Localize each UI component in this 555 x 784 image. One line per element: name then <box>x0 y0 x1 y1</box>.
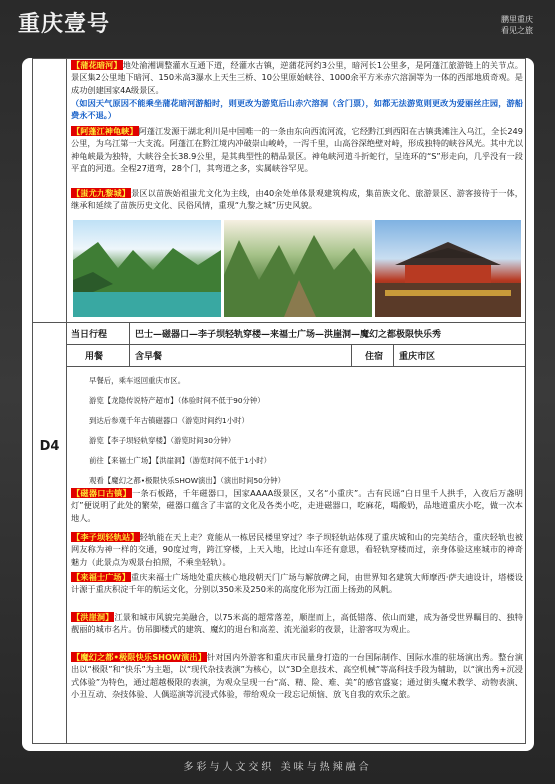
cell-divider <box>129 323 130 345</box>
attraction-tag: 【蚩尤九黎城】 <box>72 188 131 198</box>
meals-stay-row <box>67 345 526 367</box>
attraction-ciqikou <box>71 487 523 524</box>
attraction-description: 地处渝湘调整灌水互通下道，经灌水古镇，逆蒲花河约3公里，暗河长1公里多，是阿蓬江旅游链上的关节点。景区集2公里地下暗河、150米高3瀑水上天生三桥、10公里原始峡谷、1000余平方米赤穴溶洞等为一体的西部地质奇观。是成功创建国家4A级景区。 <box>71 60 523 95</box>
karst-valley-photo <box>224 220 372 317</box>
attraction-puhua-underground-river <box>71 59 523 96</box>
attraction-tag: 【洪崖洞】 <box>72 612 114 622</box>
brand-logo: 重庆壹号 <box>18 11 111 37</box>
attraction-tag: 【磁器口古镇】 <box>72 488 132 498</box>
day-label: D4 <box>39 439 60 454</box>
cell-divider <box>393 345 394 367</box>
attraction-liziba-station <box>71 531 523 568</box>
attraction-chiyou-jiuli-city <box>71 187 523 212</box>
attraction-raffles-city <box>71 571 523 596</box>
photo-strip <box>73 220 521 317</box>
meals-value: 含早餐 <box>135 352 163 362</box>
schedule-item: 游览【李子坝轻轨穿楼】（游览时间30分钟） <box>89 436 236 445</box>
itinerary-row <box>67 323 526 345</box>
attraction-hongyadong <box>71 611 523 636</box>
attraction-description: 轻轨能在天上走？竟能从一栋居民楼里穿过？李子坝轻轨站体现了重庆城和山的完美结合，重庆轻轨也被网友称为神一样的交通，90度过弯，跨江穿楼，上天入地，比过山车还有意思，看轻轨穿楼而过，亲身体验这座城市的神奇魅力（此景点为观景台拍照，不乘坐轻轨）。 <box>71 532 523 567</box>
attraction-shengui-gorge <box>71 125 523 175</box>
attraction-tag: 【魔幻之都•极限快乐SHOW演出】 <box>72 652 207 662</box>
attraction-description: 针对国内外游客和重庆市民量身打造的一台国际制作、国际水准的驻场演出秀。整台演出以“极限”和“快乐”为主题，以“现代杂技表演”为核心，以“3D全息技术、高空机械”等高科技手段为辅助，以“演出秀+沉浸式体验”为特色，通过超越极限的表演，为观众呈现一台“高、精、险、难、美”的感官盛宴；通过街头魔术教学、动物表演、小丑互动、杂技体验、人偶巡演等沉浸式体验，带给观众一段忘记烦恼、放飞自我的欢乐之旅。 <box>71 652 523 700</box>
gorge-river-photo <box>73 220 221 317</box>
day-column-divider <box>66 59 67 743</box>
itinerary-sheet <box>22 58 534 751</box>
schedule-item: 到达后参观千年古镇磁器口（游览时间约1小时） <box>89 416 249 425</box>
attraction-tag: 【来福士广场】 <box>72 572 130 582</box>
itinerary-label: 当日行程 <box>71 330 108 340</box>
attraction-tag: 【阿蓬江神龟峡】 <box>72 126 138 136</box>
tagline-line-1: 鹏里重庆 <box>501 15 533 24</box>
attraction-description: 阿蓬江发源于湖北利川是中国唯一的一条由东向西流河流，它经黔江到西阳在古镇龚滩注入乌江，全长249公里，为乌江第一大支流。阿蓬江在黔江境内冲破崇山峻岭，一泻千里，山高谷深绝壁对峙，形成独特的峡谷风光。其中尤以神龟峡最为独特，大峡谷全长38.9公里，是其典型性的精品景区。神龟峡河道斗折蛇行，呈连环的“S”形走向，几乎没有一段平直的河道。全程27道弯，28个门，其弯道之多，实属峡谷罕见。 <box>71 126 523 174</box>
tagline-line-2: 看见之旅 <box>501 26 533 35</box>
footer-slogan: 多彩与人文交织 美味与热辣融合 <box>183 762 372 773</box>
attraction-tag: 【蒲花暗河】 <box>72 60 122 70</box>
stay-value: 重庆市区 <box>399 352 436 362</box>
jiuli-city-photo <box>375 220 521 317</box>
attraction-magic-show <box>71 651 523 701</box>
cell-divider <box>351 345 352 367</box>
stay-label: 住宿 <box>365 352 384 362</box>
schedule-item: 游览【龙隐传说特产超市】（体验时间不低于90分钟） <box>89 396 265 405</box>
attraction-description: 一条石板路，千年磁器口，国家AAAA级景区，又名“小重庆”。古有民谣“白日里千人拱手，入夜后万盏明灯”便说明了此处的繁荣，磁器口蕴含了丰富的文化及各类小吃，走进磁器口，吃麻花，喝酸奶，品地道重庆小吃，做一次本地人。 <box>71 488 523 523</box>
attraction-description: 景区以苗族始祖蚩尤文化为主线，由40余处单体景观建筑构成，集苗族文化、旅游景区、游客接待于一体，继承和延续了苗族历史文化、民俗风情，重现“九黎之城”历史风貌。 <box>71 188 523 211</box>
meals-label: 用餐 <box>85 352 104 362</box>
cell-divider <box>129 345 130 367</box>
attraction-description: 江景和城市风貌完美融合，以75米高的超常落差，顺崖而上，高低错落、依山而建，成为备受世界瞩目的、独特靓丽的城市名片。仿吊脚楼式的建筑、魔幻的退台和高差、流光溢彩的夜景，让游客叹为观止。 <box>71 612 523 635</box>
weather-note: （如因天气原因不能乘坐蒲花暗河游船时，则更改为游览后山赤穴溶洞（含门票），如都无法游览则更改为爱丽丝庄园，游船费永不退。） <box>71 98 523 121</box>
itinerary-table <box>32 58 526 744</box>
attraction-tag: 【李子坝轻轨站】 <box>72 532 139 542</box>
itinerary-route: 巴士—磁器口—李子坝轻轨穿楼—来福士广场—洪崖洞—魔幻之都极限快乐秀 <box>135 330 442 340</box>
schedule-item: 早餐后，乘车返回重庆市区。 <box>89 376 186 385</box>
schedule-item: 前往【来福士广场】【洪崖洞】（游览时间不低于1小时） <box>89 456 272 465</box>
header <box>0 0 555 52</box>
attraction-description: 重庆来福士广场地处重庆核心地段朝天门广场与解放碑之间，由世界知名建筑大师摩西·萨夫迪设计，塔楼设计源于重庆积淀千年的航运文化，分别以350米及250米的高度化形为江面上扬劲的风帆。 <box>71 572 523 595</box>
schedule-item: 观看【魔幻之都•极限快乐SHOW演出】（演出时间50分钟） <box>89 476 286 485</box>
brand-tagline <box>501 14 533 36</box>
